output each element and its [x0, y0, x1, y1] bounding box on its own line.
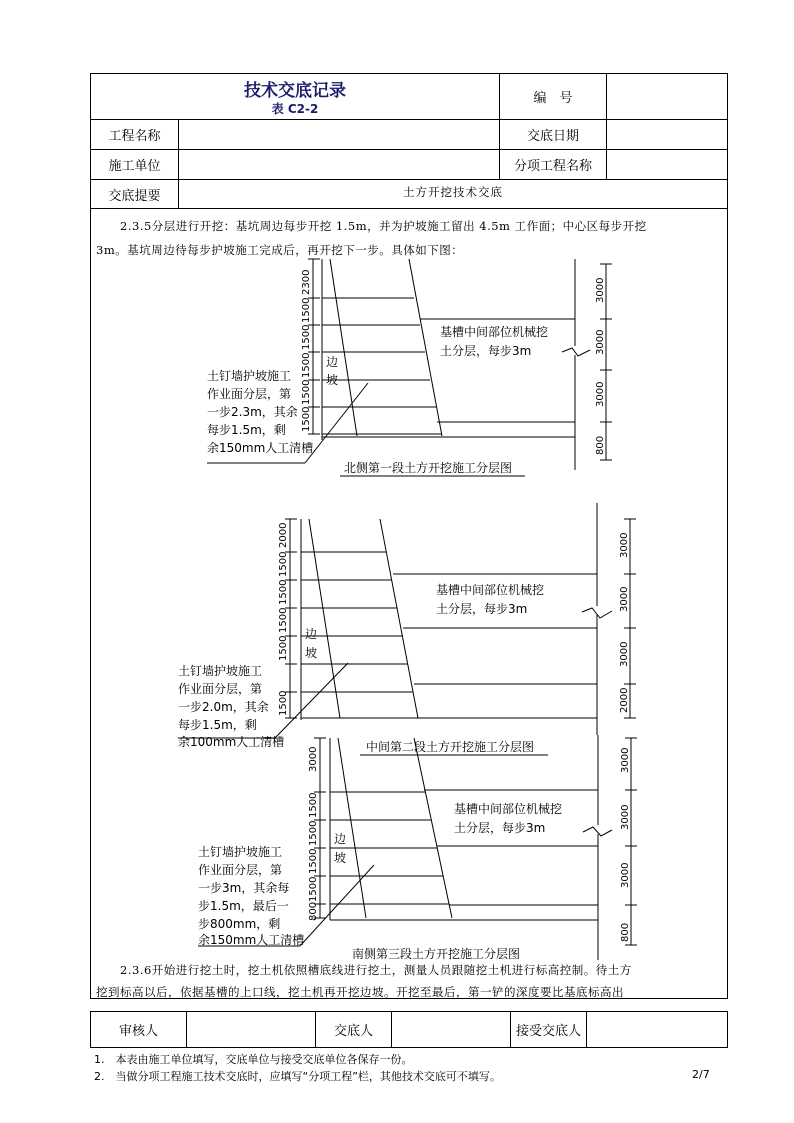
d3-left-dim-4: 1500	[308, 848, 319, 874]
d1-right-dim-4: 800	[595, 435, 606, 455]
d3-note-3: 一步3m，其余每	[198, 881, 290, 895]
d2-center-text-1: 基槽中间部位机械挖	[436, 583, 545, 597]
d1-note-1: 土钉墙护坡施工	[207, 369, 292, 383]
receiver-value[interactable]	[587, 1012, 727, 1047]
d1-slope-label-1: 边	[326, 355, 339, 369]
d1-center-text-2: 土分层，每步3m	[440, 344, 532, 358]
sub-project-label: 分项工程名称	[513, 159, 592, 174]
d2-left-dim-3: 1500	[278, 579, 289, 605]
d2-right-dim-1: 3000	[619, 532, 630, 558]
d3-left-dim-6: 800	[308, 901, 319, 921]
reviewer-label: 审核人	[118, 1024, 158, 1039]
d2-slope-label-1: 边	[305, 627, 318, 641]
d1-caption: 北侧第一段土方开挖施工分层图	[344, 461, 513, 475]
d2-left-dim-5: 1500	[278, 635, 289, 661]
handover-date-label: 交底日期	[526, 129, 579, 144]
d2-note-1: 土钉墙护坡施工	[178, 664, 263, 678]
d3-center-text-2: 土分层，每步3m	[454, 821, 546, 835]
d3-note-4: 步1.5m，最后一	[198, 899, 289, 913]
d3-left-dim-3: 1500	[308, 820, 319, 846]
d1-right-dim-3: 3000	[595, 381, 606, 407]
d3-right-dim-4: 800	[620, 922, 631, 942]
d2-note-3: 一步2.0m，其余	[178, 700, 269, 714]
d2-note-5: 余100mm人工清槽	[178, 735, 285, 749]
paragraph-2-line-2: 挖到标高以后，依据基槽的上口线，挖土机再开挖边坡。开挖至最后，第一铲的深度要比基底标高出	[96, 985, 624, 999]
footer-note-1: 1. 本表由施工单位填写，交底单位与接受交底单位各保存一份。	[94, 1053, 413, 1066]
page-number: 2/7	[692, 1068, 710, 1081]
d2-right-dim-2: 3000	[619, 586, 630, 612]
d1-left-dim-4: 1500	[301, 352, 312, 378]
footer-note-2: 2. 当做分项工程施工技术交底时，应填写“分项工程”栏，其他技术交底可不填写。	[94, 1070, 501, 1083]
d1-left-dim-2: 1500	[301, 297, 312, 323]
d1-note-5: 余150mm人工清槽	[207, 441, 314, 455]
discloser-value[interactable]	[392, 1012, 510, 1047]
d3-note-5: 步800mm，剩	[198, 917, 281, 931]
d1-left-dim-5: 1500	[301, 379, 312, 405]
d2-left-dim-6: 1500	[278, 690, 289, 716]
project-name-label: 工程名称	[108, 129, 161, 144]
d1-left-dim-6: 1500	[301, 406, 312, 432]
number-label: 编 号	[533, 91, 573, 106]
paragraph-1-line-1: 2.3.5分层进行开挖：基坑周边每步开挖 1.5m，并为护坡施工留出 4.5m 工作面；中心区每步开挖	[120, 219, 647, 233]
d1-right-dim-2: 3000	[595, 329, 606, 355]
receiver-label: 接受交底人	[515, 1024, 581, 1039]
d1-right-dim-1: 3000	[595, 277, 606, 303]
d1-slope-label-2: 坡	[326, 373, 339, 387]
summary-label: 交底提要	[108, 188, 161, 204]
d3-caption: 南侧第三段土方开挖施工分层图	[352, 947, 521, 961]
d3-slope-label-2: 坡	[334, 851, 347, 865]
d2-note-4: 每步1.5m，剩	[178, 718, 257, 732]
d3-note-1: 土钉墙护坡施工	[198, 845, 283, 859]
d1-note-3: 一步2.3m，其余	[207, 405, 298, 419]
d1-note-2: 作业面分层，第	[207, 387, 292, 401]
d3-right-dim-1: 3000	[620, 747, 631, 773]
d2-note-2: 作业面分层，第	[178, 682, 263, 696]
d3-left-dim-1: 3000	[308, 746, 319, 772]
d2-caption: 中间第二段土方开挖施工分层图	[366, 740, 535, 754]
d2-center-text-2: 土分层，每步3m	[436, 602, 528, 616]
d3-note-2: 作业面分层，第	[198, 863, 283, 877]
d3-note-6: 余150mm人工清槽	[198, 933, 305, 947]
form-number: 表 C2-2	[271, 101, 319, 116]
discloser-label: 交底人	[333, 1024, 373, 1039]
d2-slope-label-2: 坡	[305, 646, 318, 660]
d3-right-dim-2: 3000	[620, 804, 631, 830]
d1-center-text-1: 基槽中间部位机械挖	[440, 325, 549, 339]
d3-center-text-1: 基槽中间部位机械挖	[454, 802, 563, 816]
paragraph-1-line-2: 3m。基坑周边待每步护坡施工完成后，再开挖下一步。具体如下图：	[96, 243, 464, 257]
d2-right-dim-3: 3000	[619, 641, 630, 667]
summary-value: 土方开挖技术交底	[403, 185, 503, 199]
d1-left-dim-3: 1500	[301, 324, 312, 350]
d3-left-dim-2: 1500	[308, 792, 319, 818]
reviewer-value[interactable]	[187, 1012, 315, 1047]
paragraph-2-line-1: 2.3.6开始进行挖土时，挖土机依照槽底线进行挖土，测量人员跟随挖土机进行标高控制。待土方	[120, 963, 632, 977]
d2-left-dim-4: 1500	[278, 607, 289, 633]
d3-left-dim-5: 1500	[308, 876, 319, 902]
d3-slope-label-1: 边	[334, 832, 347, 846]
d2-left-dim-2: 1500	[278, 551, 289, 577]
d3-right-dim-3: 3000	[620, 862, 631, 888]
d1-left-dim-1: 2300	[301, 269, 312, 295]
d1-note-4: 每步1.5m，剩	[207, 423, 286, 437]
d2-right-dim-4: 2000	[619, 687, 630, 713]
construction-unit-label: 施工单位	[108, 159, 161, 174]
document-title: 技术交底记录	[244, 80, 346, 101]
d2-left-dim-1: 2000	[278, 522, 289, 548]
